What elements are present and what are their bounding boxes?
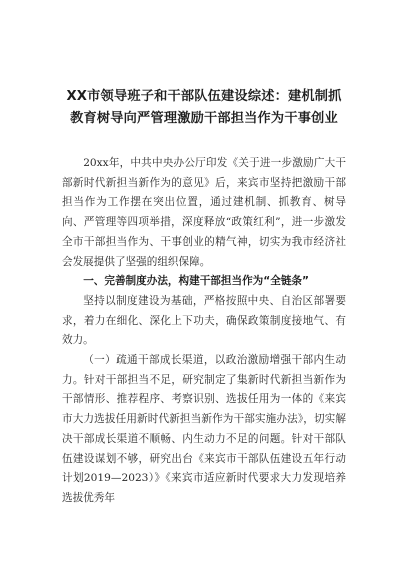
body-paragraph: （一）疏通干部成长渠道，以政治激励增强干部内生动力。针对干部担当不足，研究制定了集新时代新担当新作为干部情形、推荐程序、考察识别、选拔任用为一体的《来宾市大力选拔任用新时代新担当新作为干部实施办法》，切实解决干部成长渠道不顺畅、内生动力不足的问题。针对干部队伍建设谋划不够，研究出台《来宾市干部队伍建设五年行动计划2019—2023）》《来宾市适应新时代要求大力发现培养选拔优秀年: [62, 354, 346, 504]
section-heading: 一、完善制度办法，构建干部担当作为“全链条”: [83, 275, 309, 288]
document-title: XX市领导班子和干部队伍建设综述：建机制抓教育树导向严管理激励干部担当作为干事创业: [66, 89, 342, 126]
body-paragraph: 坚持以制度建设为基础，严格按照中央、自治区部署要求，着力在细化、深化上下功夫，确保政策制度接地气、有效力。: [62, 294, 346, 347]
intro-paragraph: 20xx年，中共中央办公厅印发《关于进一步激励广大干部新时代新担当新作为的意见》后，来宾市坚持把激励干部担当作为工作摆在突出位置，通过建机制、抓教育、树导向、严管理等四项举措，深度释放“政策红利”，进一步激发全市干部担当作为、干事创业的精气神，切实为我市经济社会发展提供了坚强的组织保障。: [62, 157, 346, 268]
document-body: [62, 154, 346, 509]
